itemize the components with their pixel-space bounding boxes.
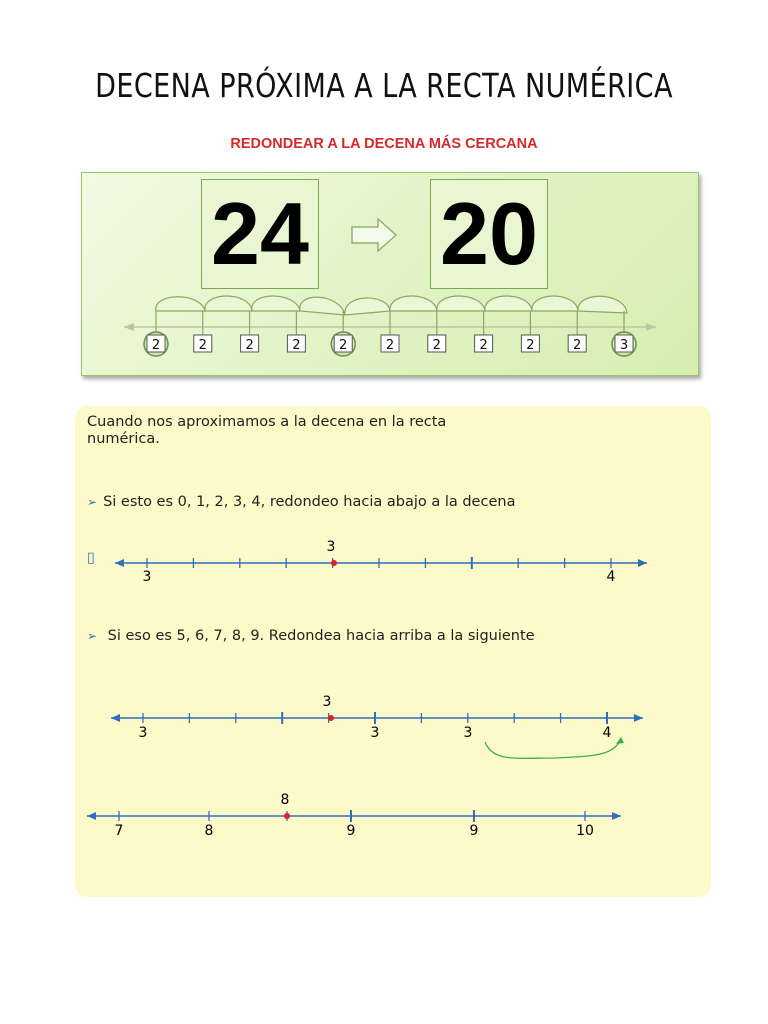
round-up-arrowhead (616, 737, 624, 744)
rounded-number-box: 20 (430, 179, 548, 289)
arrow-bullet-icon: ➢ (87, 629, 98, 643)
number-line-3-label-3: 9 (346, 823, 356, 839)
rule-up-text: Si eso es 5, 6, 7, 8, 9. Redondea hacia arriba a la siguiente (107, 628, 535, 644)
intro-text: Cuando nos aproximamos a la decena en la recta numérica. (87, 414, 447, 447)
number-line-2-label-3: 3 (463, 725, 473, 741)
number-line-3-label-1: 7 (114, 823, 124, 839)
rule-down-item (87, 494, 515, 511)
example-tick-label: 3 (619, 338, 629, 353)
number-line-3 (75, 786, 711, 846)
round-up-arrow (485, 740, 621, 758)
number-line-3-point-label: 8 (280, 792, 290, 808)
example-tick-label: 2 (526, 338, 535, 353)
page-subtitle: REDONDEAR A LA DECENA MÁS CERCANA (230, 136, 538, 152)
rule-down-text: Si esto es 0, 1, 2, 3, 4, redondeo hacia abajo a la decena (103, 494, 516, 510)
missing-glyph-icon: ▯ (87, 550, 95, 566)
arrow-bullet-icon: ➢ (87, 495, 98, 509)
number-line-2-label-1: 3 (138, 725, 148, 741)
number-line-3-label-2: 8 (204, 823, 214, 839)
example-tick-label: 2 (573, 338, 582, 353)
page-title: DECENA PRÓXIMA A LA RECTA NUMÉRICA (95, 66, 673, 105)
jump-arcs (156, 296, 627, 315)
example-tick-label: 2 (245, 338, 254, 353)
number-line-3-point (284, 813, 290, 819)
number-line-2-label-2: 3 (370, 725, 380, 741)
number-line-2-point (328, 715, 334, 721)
number-line-2-label-4: 4 (602, 725, 612, 741)
number-line-1 (75, 530, 711, 590)
example-tick-label: 2 (479, 338, 488, 353)
number-line-2-point-label: 3 (322, 694, 332, 710)
original-number-box: 24 (201, 179, 319, 289)
rule-up-item (87, 628, 535, 645)
number-line-1-point (331, 560, 337, 566)
number-line-2 (75, 686, 711, 776)
example-tick-label: 2 (198, 338, 207, 353)
example-tick-label: 2 (432, 338, 441, 353)
number-line-1-right-label: 4 (606, 569, 616, 585)
number-line-1-left-label: 3 (142, 569, 152, 585)
example-panel (81, 172, 699, 376)
example-tick-label: 2 (151, 338, 161, 353)
example-tick-label: 2 (339, 338, 348, 353)
example-tick-label: 2 (385, 338, 395, 353)
number-line-3-label-4: 9 (469, 823, 479, 839)
number-line-3-label-5: 10 (576, 823, 594, 839)
number-line-1-point-label: 3 (326, 539, 336, 555)
arrow-right-icon (350, 217, 400, 253)
example-number-line (82, 283, 698, 373)
example-tick-label: 2 (292, 338, 301, 353)
